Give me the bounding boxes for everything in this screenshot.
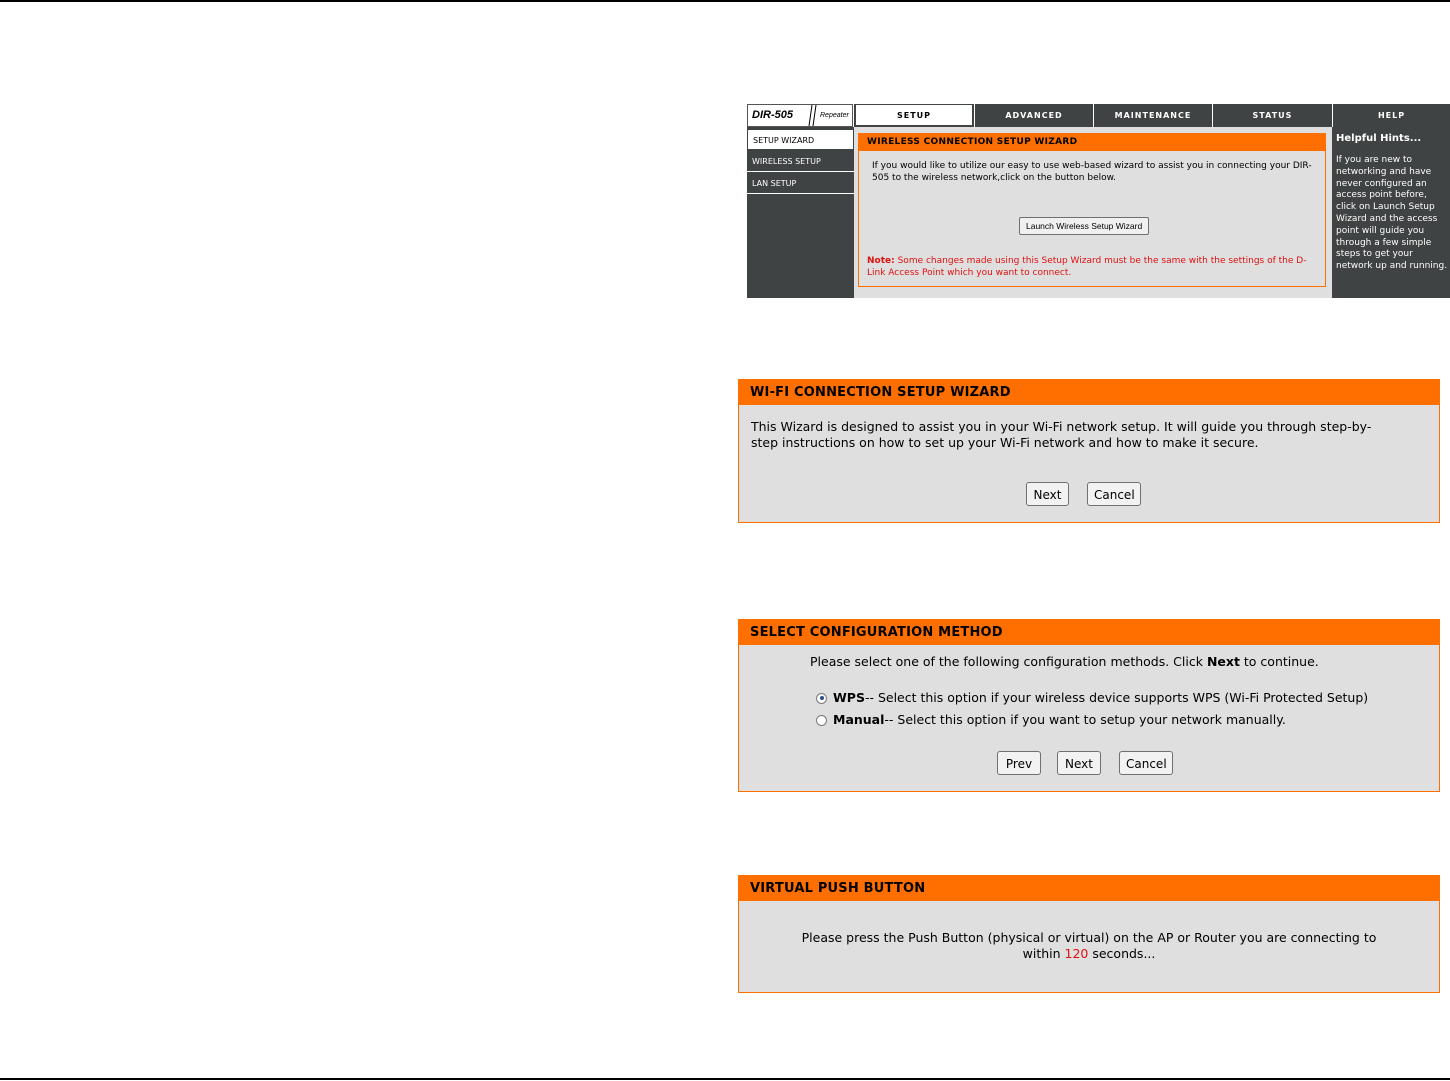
config-method-title: SELECT CONFIGURATION METHOD [739, 620, 1439, 645]
prompt-text: Please select one of the following configuration methods. Click [810, 654, 1207, 669]
router-model: DIR-505 [752, 109, 793, 121]
router-logo [747, 104, 853, 127]
option-wps[interactable] [816, 690, 1368, 706]
tab-setup[interactable]: SETUP [854, 104, 974, 127]
top-rule [0, 0, 1450, 2]
launch-wizard-button[interactable]: Launch Wireless Setup Wizard [1019, 217, 1149, 235]
sidebar-item-setup-wizard[interactable]: SETUP WIZARD [747, 129, 854, 150]
note-label: Note: [867, 256, 895, 266]
next-button[interactable]: Next [1026, 482, 1069, 506]
sidebar-item-wireless-setup[interactable]: WIRELESS SETUP [747, 151, 854, 172]
help-body: If you are new to networking and have never configured an access point before, click on Launch Setup Wizard and the access point will guide you through a few simple steps to get your network up and running. [1336, 155, 1448, 272]
prompt-bold: Next [1206, 654, 1240, 669]
router-sidebar [747, 127, 854, 298]
panel-intro: If you would like to utilize our easy to use web-based wizard to assist you in connecting your DIR-505 to the wireless network,click on the button below. [872, 161, 1312, 183]
router-main [854, 127, 1332, 298]
wps-radio[interactable] [816, 693, 827, 704]
router-subtitle: Repeater [820, 112, 849, 119]
prev-button[interactable]: Prev [997, 751, 1041, 775]
push-button-line1: Please press the Push Button (physical or virtual) on the AP or Router you are connecting to [801, 930, 1377, 945]
config-method-prompt [810, 654, 1319, 670]
line2-before: within [1022, 946, 1065, 961]
panel-note [867, 255, 1317, 279]
cancel-button[interactable]: Cancel [1119, 751, 1173, 775]
help-title: Helpful Hints... [1336, 133, 1422, 144]
tab-help[interactable]: HELP [1332, 104, 1450, 127]
cancel-button[interactable]: Cancel [1087, 482, 1141, 506]
sidebar-item-lan-setup[interactable]: LAN SETUP [747, 173, 854, 194]
manual-radio[interactable] [816, 715, 827, 726]
line2-after: seconds... [1088, 946, 1156, 961]
config-method-panel [738, 619, 1440, 792]
wireless-wizard-panel [858, 133, 1326, 287]
logo-slash-icon [803, 105, 817, 126]
wifi-wizard-title: WI-FI CONNECTION SETUP WIZARD [739, 380, 1439, 405]
panel-title: WIRELESS CONNECTION SETUP WIZARD [859, 134, 1325, 151]
wps-desc: -- Select this option if your wireless device supports WPS (Wi-Fi Protected Setup) [864, 690, 1369, 705]
tab-advanced[interactable]: ADVANCED [974, 104, 1093, 127]
push-button-title: VIRTUAL PUSH BUTTON [739, 876, 1439, 901]
push-button-line2 [739, 946, 1439, 962]
manual-desc: -- Select this option if you want to setup your network manually. [884, 712, 1286, 727]
countdown-seconds: 120 [1064, 946, 1089, 961]
prompt-text-end: to continue. [1239, 654, 1319, 669]
help-sidebar [1332, 127, 1450, 298]
wifi-wizard-panel [738, 379, 1440, 523]
manual-label: Manual [833, 712, 885, 727]
tab-maintenance[interactable]: MAINTENANCE [1093, 104, 1212, 127]
next-button[interactable]: Next [1057, 751, 1101, 775]
option-manual[interactable] [816, 712, 1286, 728]
wps-label: WPS [833, 690, 865, 705]
router-admin-screenshot [747, 104, 1450, 298]
bottom-rule [0, 1078, 1450, 1080]
tab-status[interactable]: STATUS [1212, 104, 1332, 127]
push-button-panel [738, 875, 1440, 993]
note-text: Some changes made using this Setup Wizard must be the same with the settings of the D-Link Access Point which you want to connect. [867, 256, 1307, 278]
wifi-wizard-text: This Wizard is designed to assist you in your Wi-Fi network setup. It will guide you through step-by-step instructions on how to set up your Wi-Fi network and how to make it secure. [751, 419, 1372, 450]
